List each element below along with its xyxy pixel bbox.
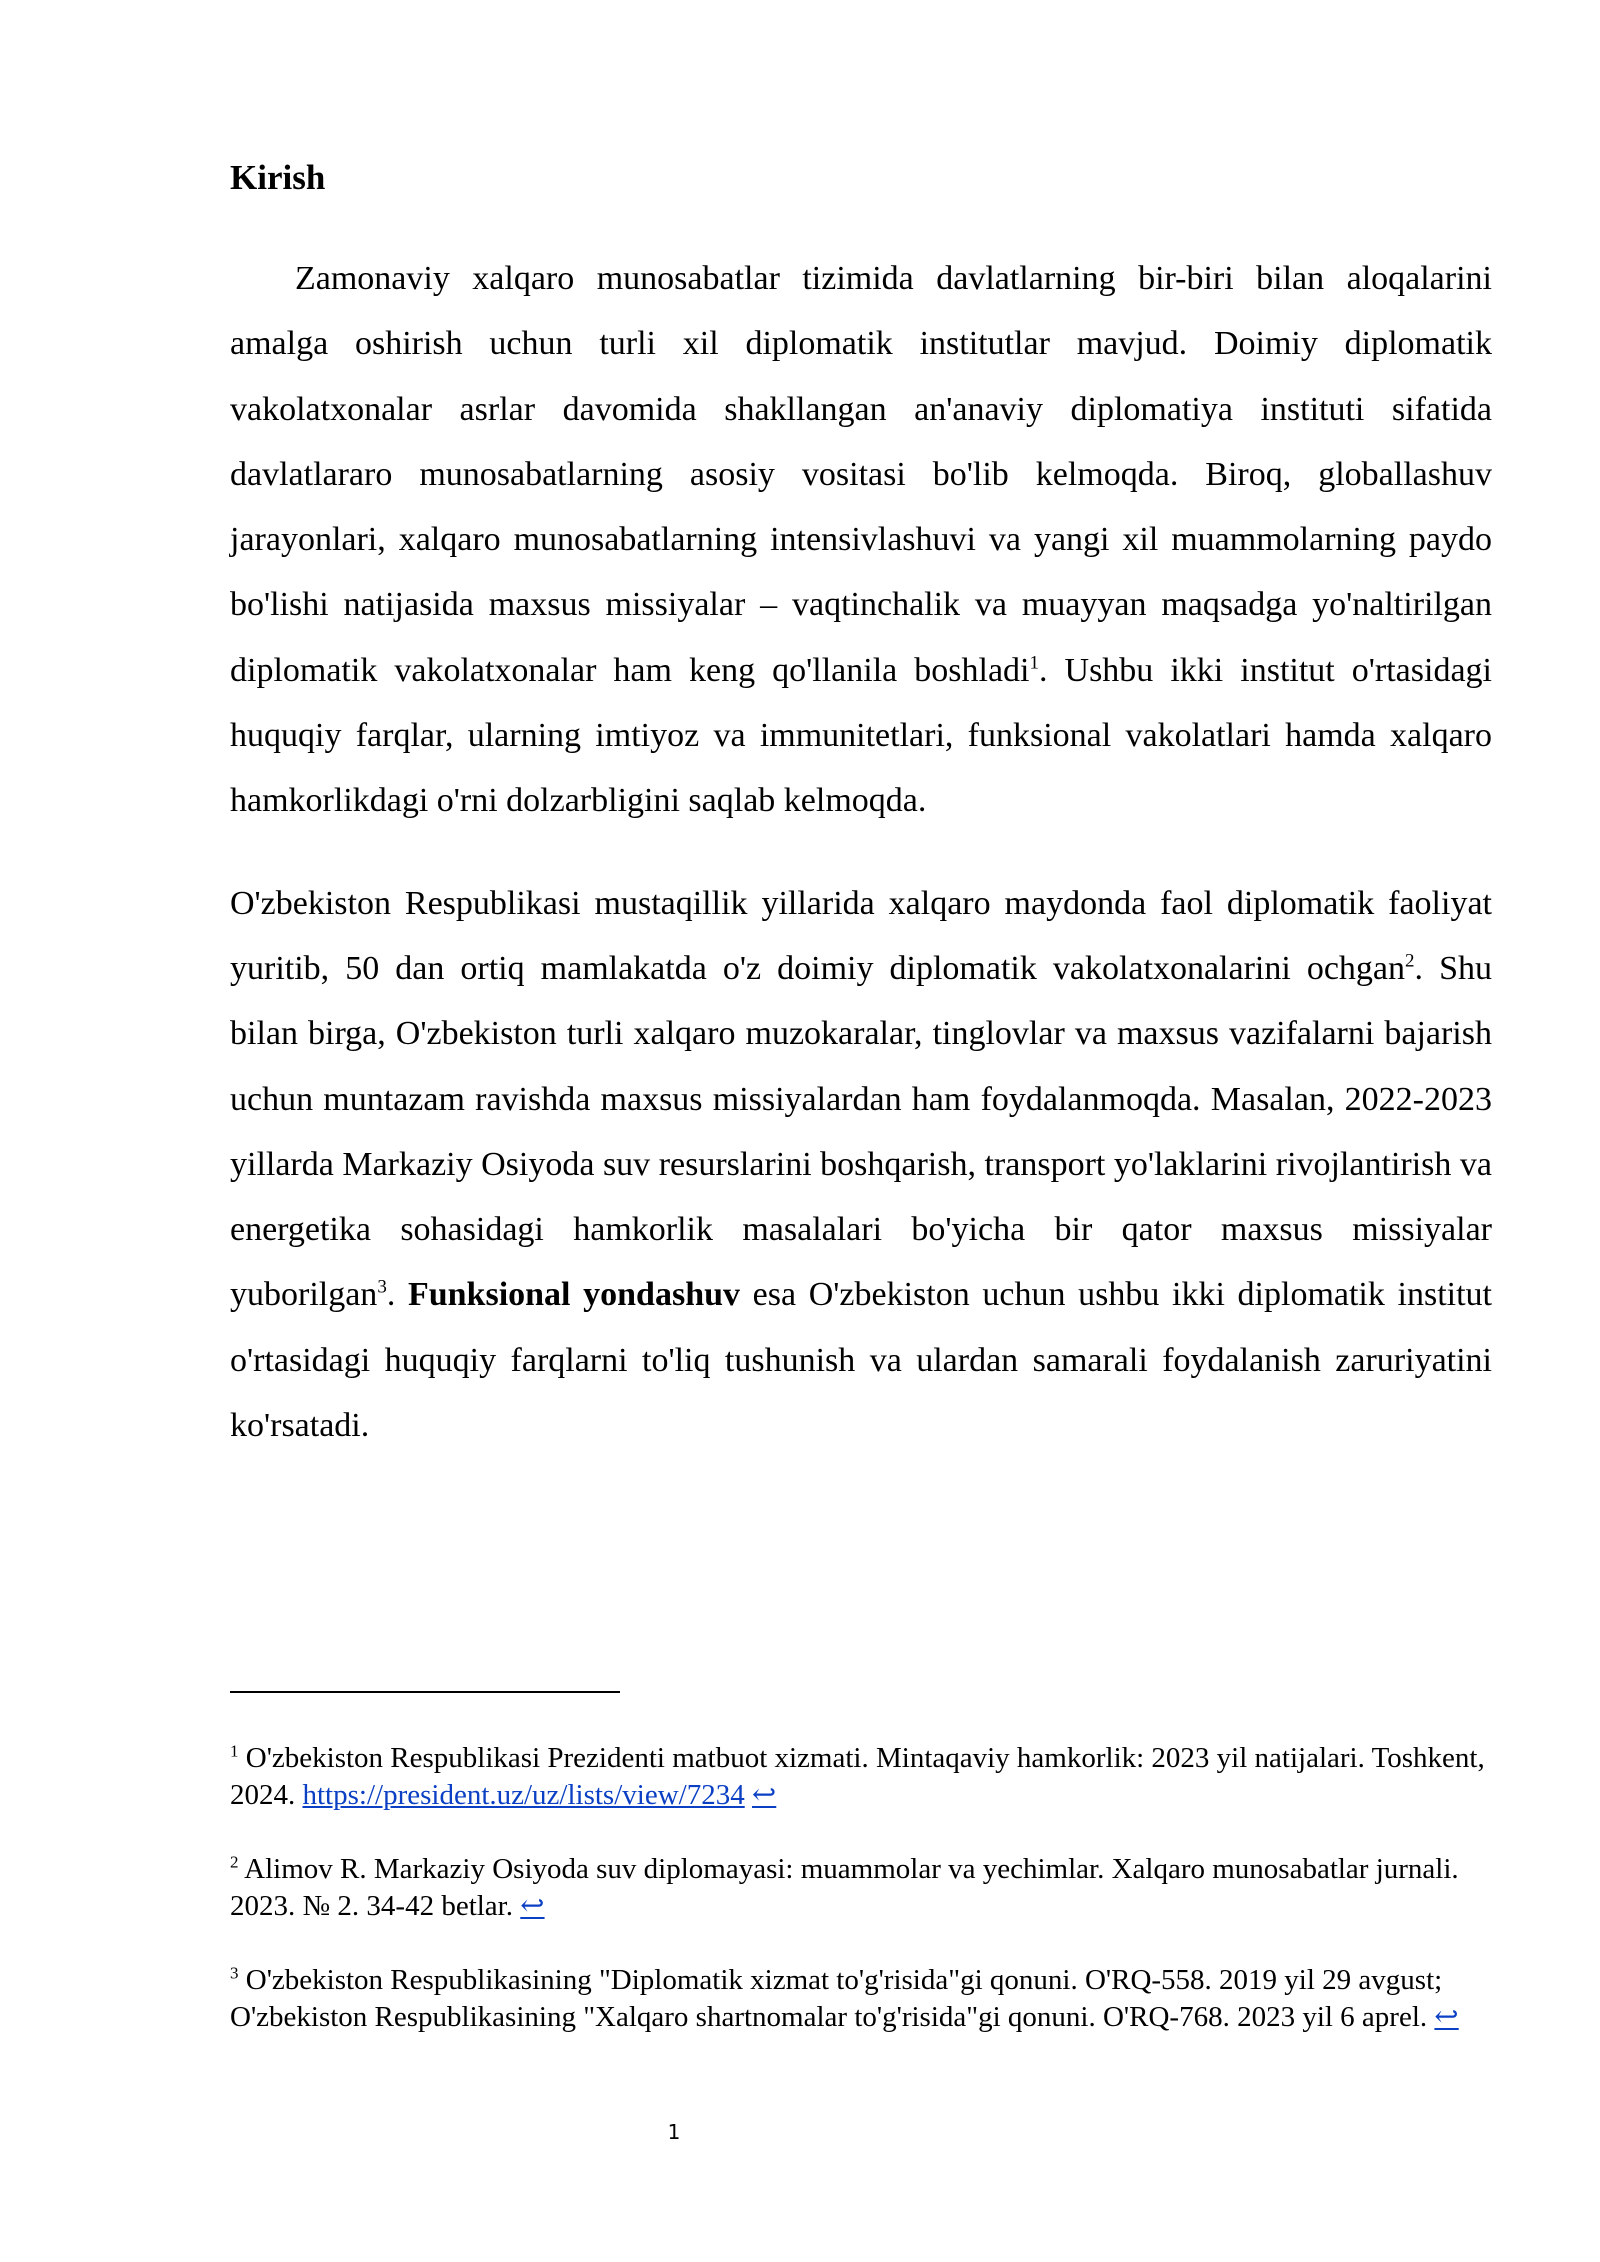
- paragraph-text: O'zbekiston Respublikasi mustaqillik yillarida xalqaro maydonda faol diplomatik faoliyat yuritib, 50 dan ortiq mamlakatda o'z doimiy diplomatik vakolatxonalarini ochgan: [230, 884, 1492, 987]
- footnote-ref-3[interactable]: 3: [377, 1277, 387, 1299]
- footnote-2: [230, 1851, 1492, 1925]
- footnote-separator: [230, 1691, 620, 1693]
- paragraph-intro: [230, 246, 1492, 834]
- footnote-url-link[interactable]: https://president.uz/uz/lists/view/7234: [302, 1779, 745, 1811]
- back-to-text-icon[interactable]: ↩: [1434, 2001, 1459, 2033]
- paragraph-uzbekistan: [230, 871, 1492, 1459]
- footnote-text: O'zbekiston Respublikasi Prezidenti matbuot xizmati. Mintaqaviy hamkorlik: 2023 yil natijalari. Toshkent, 2024.: [230, 1742, 1485, 1811]
- footnote-text: Alimov R. Markaziy Osiyoda suv diplomayasi: muammolar va yechimlar. Xalqaro munosabatlar jurnali. 2023. № 2. 34-42 betlar.: [230, 1853, 1459, 1922]
- footnote-ref-1[interactable]: 1: [1029, 652, 1039, 674]
- footnote-number: 3: [230, 1963, 239, 1983]
- main-content: [230, 150, 1492, 1458]
- footnote-number: 1: [230, 1741, 239, 1761]
- footnote-number: 2: [230, 1852, 239, 1872]
- paragraph-text: Zamonaviy xalqaro munosabatlar tizimida davlatlarning bir-biri bilan aloqalarini amalga oshirish uchun turli xil diplomatik institutlar mavjud. Doimiy diplomatik vakolatxonalar asrlar davomida shakllangan an'anaviy diplomatiya instituti sifatida davlatlararo munosabatlarning asosiy vositasi bo'lib kelmoqda. Biroq, globallashuv jarayonlari, xalqaro munosabatlarning intensivlashuvi va yangi xil muammolarning paydo bo'lishi natijasida maxsus missiyalar – vaqtinchalik va muayyan maqsadga yo'naltirilgan diplomatik vakolatxonalar ham keng qo'llanila boshladi: [230, 260, 1492, 689]
- paragraph-text: esa O'zbekiston uchun ushbu ikki diplomatik institut o'rtasidagi huquqiy farqlarni to'liq tushunish va ulardan samarali foydalanish zaruriyatini ko'rsatadi.: [230, 1276, 1492, 1445]
- footnote-text: O'zbekiston Respublikasining "Diplomatik xizmat to'g'risida"gi qonuni. O'RQ-558. 2019 yil 29 avgust; O'zbekiston Respublikasining "Xalqaro shartnomalar to'g'risida"gi qonuni. O'RQ-768. 2023 yil 6 aprel.: [230, 1964, 1443, 2033]
- section-heading: Kirish: [230, 158, 326, 197]
- back-to-text-icon[interactable]: ↩: [751, 1779, 777, 1811]
- paragraph-text: . Shu bilan birga, O'zbekiston turli xalqaro muzokaralar, tinglovlar va maxsus vazifalarni bajarish uchun muntazam ravishda maxsus missiyalardan ham foydalanmoqda. Masalan, 2022-2023 yillarda Markaziy Osiyoda suv resurslarini boshqarish, transport yo'laklarini rivojlantirish va energetika sohasidagi hamkorlik masalalari bo'yicha bir qator maxsus missiyalar yuborilgan: [230, 949, 1492, 1314]
- paragraph-text: . Ushbu ikki institut o'rtasidagi huquqiy farqlar, ularning imtiyoz va immunitetlari, funksional vakolatlari hamda xalqaro hamkorlikdagi o'rni dolzarbligini saqlab kelmoqda.: [230, 651, 1492, 820]
- footnote-ref-2[interactable]: 2: [1405, 950, 1415, 972]
- footnotes-section: [230, 1740, 1492, 2073]
- footnote-1: [230, 1740, 1492, 1814]
- paragraph-text: .: [386, 1276, 408, 1314]
- back-to-text-icon[interactable]: ↩: [520, 1890, 545, 1922]
- bold-term: Funksional yondashuv: [407, 1276, 741, 1314]
- page-number: 1: [667, 2120, 681, 2144]
- footnote-3: [230, 1962, 1492, 2036]
